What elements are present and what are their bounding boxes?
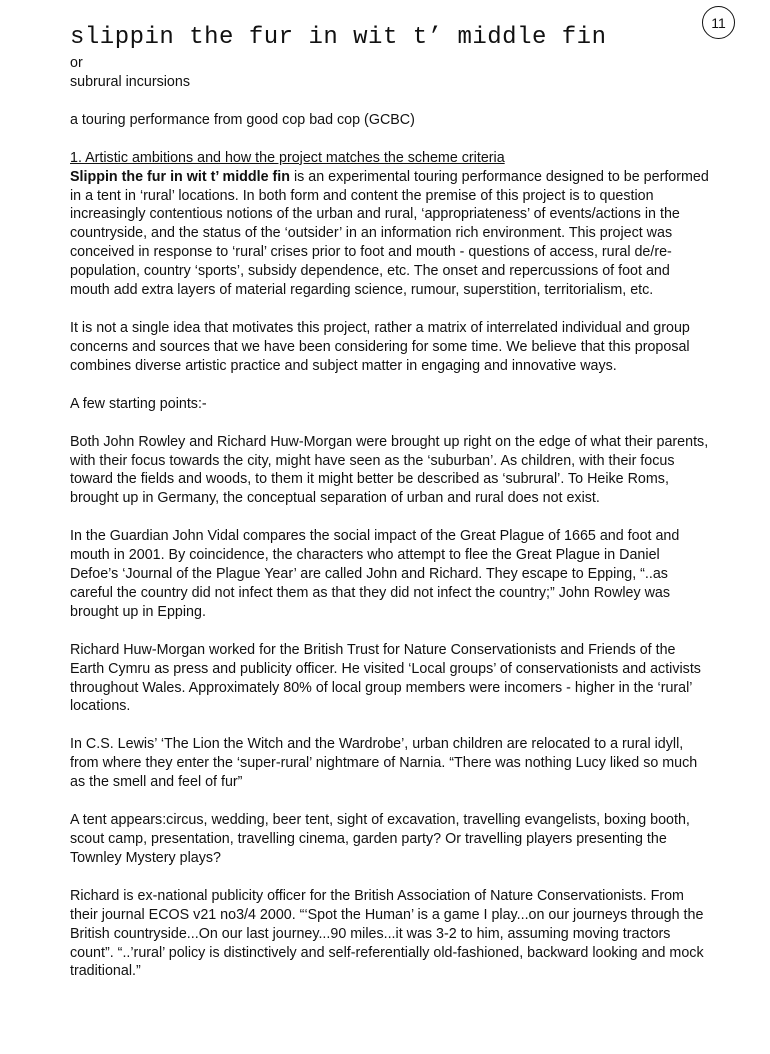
paragraph-9: Richard is ex-national publicity officer for the British Association of Nature Conservationists. From their journal ECOS v21 no3/4 2000. “‘Spot the Human’ is a game I play...on our journeys through the British countryside...On our last journey...90 miles...it was 3-2 to him, assuming moving tractors count”. “..’rural’ policy is distinctively and self-referentially old-fashioned, backward looking and mock traditional.” bbox=[70, 887, 704, 980]
paragraph-5: In the Guardian John Vidal compares the social impact of the Great Plague of 1665 and foot and mouth in 2001. By coincidence, the characters who attempt to flee the Great Plague in Daniel Defoe’s ‘Journal of the Plague Year’ are called John and Richard. They escape to Epping, “..as careful the country did not infect them as that they did not infect the country;” John Rowley was brought up in Epping. bbox=[70, 528, 680, 620]
paragraph-6: Richard Huw-Morgan worked for the British Trust for Nature Conservationists and Friends of the Earth Cymru as press and publicity officer. He visited ‘Local groups’ of conservationists and activists throughout Wales. Approximately 80% of local group members were incomers - higher in the ‘rural’ locations. bbox=[70, 641, 701, 715]
paragraph-2: It is not a single idea that motivates this project, rather a matrix of interrelated individual and group concerns and sources that we have been considering for some time. We believe that this proposal combines diverse artistic practice and subject matter in engaging and innovative ways. bbox=[70, 319, 690, 374]
intro-line: a touring performance from good cop bad cop (GCBC) bbox=[70, 111, 415, 128]
page-number-badge: 11 bbox=[702, 6, 735, 39]
document-body bbox=[70, 54, 710, 981]
paragraph-1 bbox=[70, 168, 710, 300]
paragraph-8: A tent appears:circus, wedding, beer tent, sight of excavation, travelling evangelists, boxing booth, scout camp, presentation, travelling cinema, garden party? Or travelling players presenting the Townley Mystery plays? bbox=[70, 812, 690, 866]
paragraph-1-text: is an experimental touring performance designed to be performed in a tent in ‘rural’ locations. In both form and content the premise of this project is to question increasingly contentious notions of the urban and rural, ‘appropriateness’ of events/actions in the countryside, and the status of the ‘outsider’ in an information rich environment. This project was conceived in response to ‘rural’ crises prior to foot and mouth - questions of access, rural de/re-population, country ‘sports’, subsidy dependence, etc. The onset and repercussions of foot and mouth add extra layers of material regarding science, rumour, superstition, territorialism, etc. bbox=[70, 168, 709, 299]
section-heading: 1. Artistic ambitions and how the project matches the scheme criteria bbox=[70, 149, 505, 166]
paragraph-3: A few starting points:- bbox=[70, 395, 207, 412]
document-title: slippin the fur in wit t’ middle fin bbox=[70, 24, 607, 51]
project-title-bold: Slippin the fur in wit t’ middle fin bbox=[70, 168, 291, 185]
paragraph-4: Both John Rowley and Richard Huw-Morgan were brought up right on the edge of what their parents, with their focus towards the city, might have seen as the ‘suburban’. As children, with their focus toward the fields and woods, to them it might better be described as ‘subrural’. To Heike Roms, brought up in Germany, the conceptual separation of urban and rural does not exist. bbox=[70, 433, 709, 507]
paragraph-7: In C.S. Lewis’ ‘The Lion the Witch and the Wardrobe’, urban children are relocated to a rural idyll, from where they enter the ‘super-rural’ nightmare of Narnia. “There was nothing Lucy liked so much as the smell and feel of fur” bbox=[70, 736, 698, 791]
subtitle: subrural incursions bbox=[70, 73, 190, 90]
subtitle-or: or bbox=[70, 55, 83, 71]
